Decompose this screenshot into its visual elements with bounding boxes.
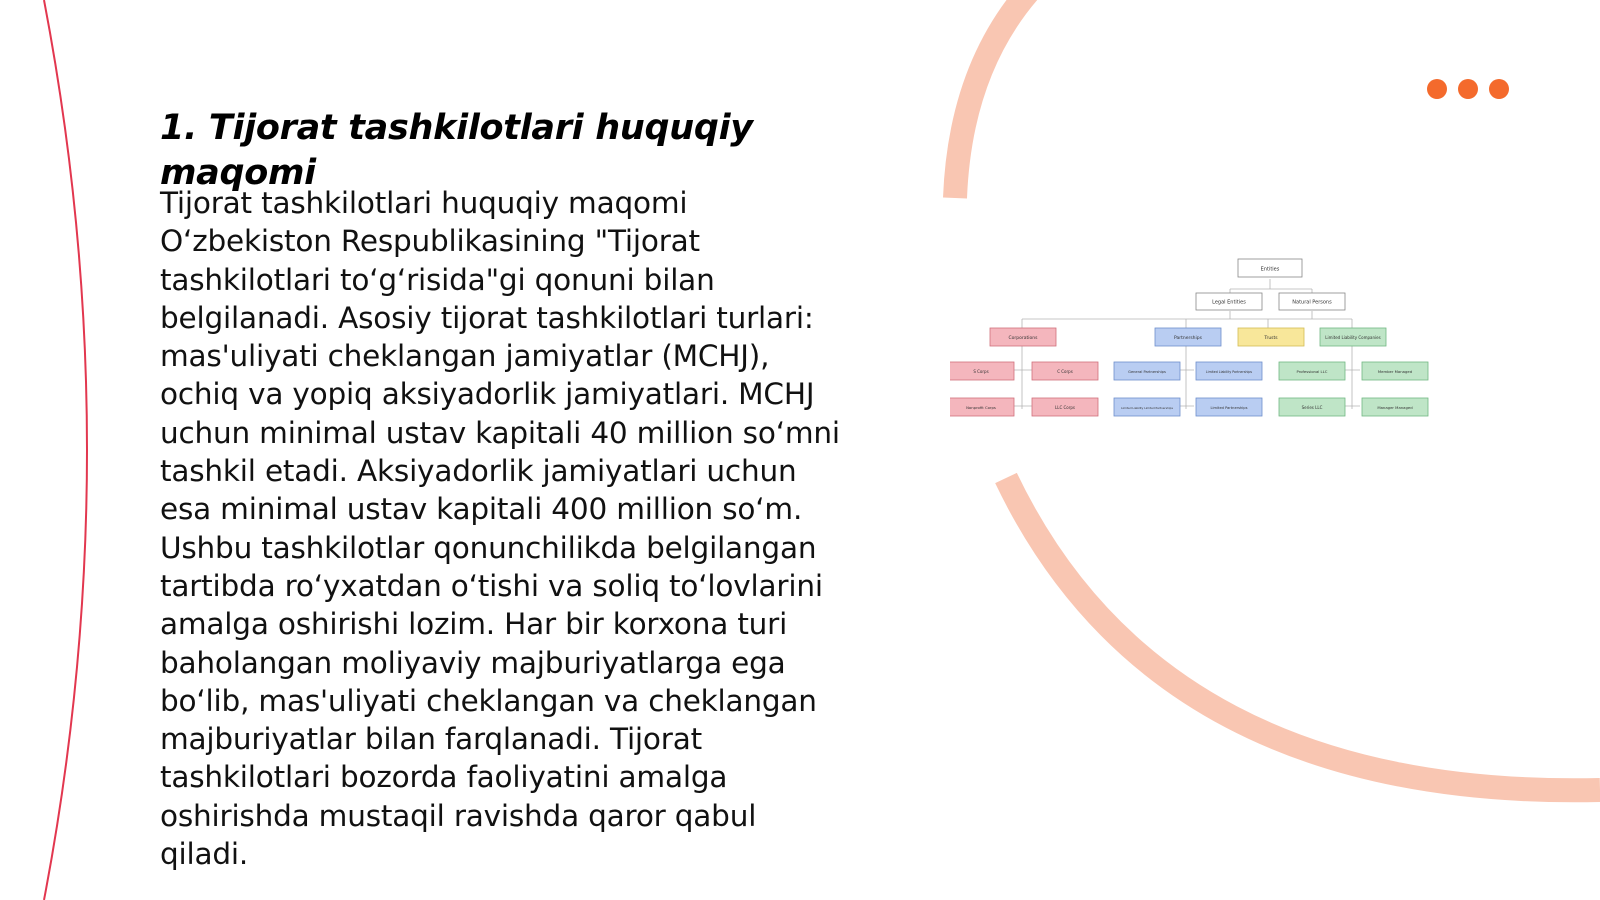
menu-dots-icon <box>1427 79 1509 99</box>
org-chart-label: Entities <box>1260 266 1280 273</box>
org-chart-label: Limited Liability Partnerships <box>1205 370 1253 374</box>
org-chart-level-0 <box>1238 259 1302 277</box>
org-chart-label: Member Managed <box>1377 369 1413 374</box>
org-chart-label: Corporations <box>1008 336 1038 341</box>
left-red-curve <box>44 0 87 900</box>
org-chart-label: Partnerships <box>1173 336 1203 341</box>
org-chart-label: LLC Corps <box>1054 405 1076 410</box>
org-chart-label: Natural Persons <box>1292 299 1332 306</box>
dot-icon <box>1458 79 1478 99</box>
org-chart-label: Manager Managed <box>1377 405 1413 410</box>
org-chart-label: Series LLC <box>1301 405 1323 410</box>
org-chart-label: C Corps <box>1057 369 1073 374</box>
slide-title: 1. Tijorat tashkilotlari huquqiy maqomi <box>160 108 753 193</box>
org-chart-label: Trusts <box>1264 336 1278 341</box>
slide-body-text: Tijorat tashkilotlari huquqiy maqomi O‘zbekiston Respublikasining "Tijorat tashkilotlari to‘g‘risida"gi qonuni bilan belgilanadi. Asosiy tijorat tashkilotlari turlari: mas'uliyati cheklangan jamiyatlar (MCHJ), ochiq va yopiq aksiyadorlik jamiyatlari. MCHJ uchun minimal ustav kapitali 40 million so‘mni tashkil etadi. Aksiyadorlik jamiyatlari uchun esa minimal ustav kapitali 400 million so‘m. Ushbu tashkilotlar qonunchilikda belgilangan tartibda ro‘yxatdan o‘tishi va soliq to‘lovlarini amalga oshirishi lozim. Har bir korxona turi baholangan moliyaviy majburiyatlarga ega bo‘lib, mas'uliyati cheklangan va cheklangan majburiyatlar bilan farqlanadi. Tijorat tashkilotlari bozorda faoliyatini amalga oshirishda mustaqil ravishda qaror qabul qiladi. <box>160 186 840 872</box>
org-chart-label: Professional LLC <box>1296 369 1328 374</box>
org-chart-label: Legal Entities <box>1212 299 1246 306</box>
org-chart-label: Limited Liability Limited Partnerships <box>1121 406 1173 410</box>
org-chart-level-1 <box>1196 293 1345 310</box>
org-chart-label: S Corps <box>973 369 989 374</box>
peach-arc-top <box>955 0 1030 198</box>
org-chart-label: Limited Liability Companies <box>1325 335 1381 340</box>
org-chart-label: General Partnerships <box>1128 370 1166 374</box>
dot-icon <box>1427 79 1447 99</box>
org-chart-label: Nonprofit Corps <box>966 405 996 410</box>
org-chart-label: Limited Partnerships <box>1210 406 1248 410</box>
dot-icon <box>1489 79 1509 99</box>
org-chart-image <box>950 255 1450 430</box>
peach-arc-bottom <box>1006 478 1600 790</box>
org-chart-level-2 <box>990 328 1386 346</box>
